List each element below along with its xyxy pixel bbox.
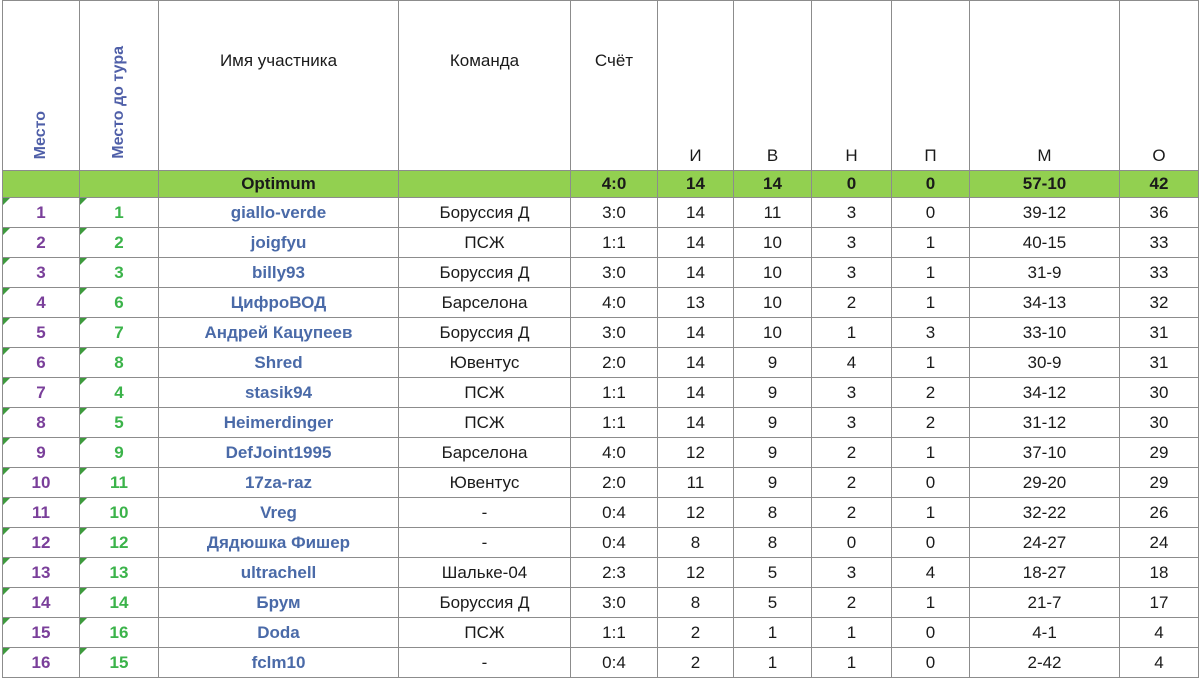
row-draws: 3 [812, 198, 892, 228]
row-team: Барселона [399, 438, 571, 468]
row-draws: 1 [812, 648, 892, 678]
row-team: Боруссия Д [399, 258, 571, 288]
row-draws: 2 [812, 498, 892, 528]
table-row [3, 288, 1199, 318]
row-prev-place: 9 [80, 438, 159, 468]
row-goals: 29-20 [970, 468, 1120, 498]
row-wins: 1 [734, 648, 812, 678]
row-place: 15 [3, 618, 80, 648]
row-score: 2:0 [571, 348, 658, 378]
row-prev-place: 5 [80, 408, 159, 438]
standings-table [2, 0, 1199, 678]
row-goals: 39-12 [970, 198, 1120, 228]
row-losses: 3 [892, 318, 970, 348]
row-points: 30 [1120, 378, 1199, 408]
row-wins: 5 [734, 558, 812, 588]
row-points: 4 [1120, 618, 1199, 648]
row-prev-place: 7 [80, 318, 159, 348]
row-place: 14 [3, 588, 80, 618]
optimum-place [3, 171, 80, 198]
row-prev-place: 8 [80, 348, 159, 378]
row-team: ПСЖ [399, 618, 571, 648]
row-goals: 30-9 [970, 348, 1120, 378]
row-name: Андрей Кацупеев [159, 318, 399, 348]
row-wins: 1 [734, 618, 812, 648]
table-row [3, 228, 1199, 258]
optimum-row [3, 171, 1199, 198]
row-wins: 9 [734, 438, 812, 468]
row-losses: 1 [892, 258, 970, 288]
row-score: 1:1 [571, 408, 658, 438]
row-prev-place: 3 [80, 258, 159, 288]
row-name: fclm10 [159, 648, 399, 678]
row-score: 1:1 [571, 378, 658, 408]
row-points: 30 [1120, 408, 1199, 438]
row-prev-place: 13 [80, 558, 159, 588]
row-name: Vreg [159, 498, 399, 528]
table-row [3, 258, 1199, 288]
row-prev-place: 16 [80, 618, 159, 648]
row-place: 13 [3, 558, 80, 588]
row-prev-place: 12 [80, 528, 159, 558]
row-goals: 34-12 [970, 378, 1120, 408]
row-prev-place: 10 [80, 498, 159, 528]
row-wins: 10 [734, 228, 812, 258]
row-place: 9 [3, 438, 80, 468]
row-name: Shred [159, 348, 399, 378]
header-draws: Н [812, 1, 892, 171]
row-games: 2 [658, 648, 734, 678]
optimum-score: 4:0 [571, 171, 658, 198]
row-goals: 40-15 [970, 228, 1120, 258]
row-losses: 2 [892, 408, 970, 438]
row-games: 12 [658, 438, 734, 468]
row-name: 17za-raz [159, 468, 399, 498]
row-points: 33 [1120, 258, 1199, 288]
row-losses: 1 [892, 288, 970, 318]
table-row [3, 318, 1199, 348]
row-losses: 0 [892, 618, 970, 648]
row-name: Doda [159, 618, 399, 648]
row-draws: 3 [812, 378, 892, 408]
row-place: 2 [3, 228, 80, 258]
optimum-name: Optimum [159, 171, 399, 198]
row-prev-place: 15 [80, 648, 159, 678]
row-goals: 31-9 [970, 258, 1120, 288]
table-row [3, 198, 1199, 228]
row-score: 1:1 [571, 228, 658, 258]
table-row [3, 558, 1199, 588]
row-goals: 32-22 [970, 498, 1120, 528]
row-losses: 0 [892, 528, 970, 558]
row-wins: 9 [734, 408, 812, 438]
row-place: 4 [3, 288, 80, 318]
row-losses: 1 [892, 498, 970, 528]
table-row [3, 588, 1199, 618]
row-name: DefJoint1995 [159, 438, 399, 468]
table-row [3, 498, 1199, 528]
table-row [3, 408, 1199, 438]
row-score: 4:0 [571, 288, 658, 318]
header-score: Счёт [571, 1, 658, 171]
row-goals: 37-10 [970, 438, 1120, 468]
row-draws: 1 [812, 618, 892, 648]
header-name: Имя участника [159, 1, 399, 171]
row-losses: 0 [892, 468, 970, 498]
optimum-prev-place [80, 171, 159, 198]
row-team: Ювентус [399, 468, 571, 498]
row-losses: 0 [892, 198, 970, 228]
row-team: - [399, 648, 571, 678]
header-losses: П [892, 1, 970, 171]
row-name: Дядюшка Фишер [159, 528, 399, 558]
row-wins: 10 [734, 318, 812, 348]
row-score: 2:3 [571, 558, 658, 588]
row-points: 31 [1120, 348, 1199, 378]
row-draws: 3 [812, 558, 892, 588]
row-points: 26 [1120, 498, 1199, 528]
row-place: 3 [3, 258, 80, 288]
row-name: giallo-verde [159, 198, 399, 228]
row-team: - [399, 528, 571, 558]
row-wins: 10 [734, 258, 812, 288]
row-losses: 1 [892, 348, 970, 378]
row-games: 13 [658, 288, 734, 318]
row-team: Боруссия Д [399, 318, 571, 348]
row-place: 6 [3, 348, 80, 378]
row-games: 14 [658, 318, 734, 348]
row-score: 4:0 [571, 438, 658, 468]
table-row [3, 618, 1199, 648]
row-draws: 3 [812, 258, 892, 288]
row-score: 3:0 [571, 318, 658, 348]
optimum-draws: 0 [812, 171, 892, 198]
row-name: joigfyu [159, 228, 399, 258]
row-prev-place: 14 [80, 588, 159, 618]
row-wins: 10 [734, 288, 812, 318]
optimum-losses: 0 [892, 171, 970, 198]
row-prev-place: 2 [80, 228, 159, 258]
row-prev-place: 11 [80, 468, 159, 498]
row-draws: 0 [812, 528, 892, 558]
row-wins: 8 [734, 498, 812, 528]
row-draws: 3 [812, 408, 892, 438]
row-prev-place: 4 [80, 378, 159, 408]
row-name: Брум [159, 588, 399, 618]
row-name: billy93 [159, 258, 399, 288]
row-name: ultrachell [159, 558, 399, 588]
row-wins: 11 [734, 198, 812, 228]
row-place: 16 [3, 648, 80, 678]
row-games: 14 [658, 258, 734, 288]
row-prev-place: 6 [80, 288, 159, 318]
row-team: Шальке-04 [399, 558, 571, 588]
row-wins: 5 [734, 588, 812, 618]
row-games: 11 [658, 468, 734, 498]
header-goals: М [970, 1, 1120, 171]
header-wins: В [734, 1, 812, 171]
row-place: 10 [3, 468, 80, 498]
row-games: 14 [658, 408, 734, 438]
header-games: И [658, 1, 734, 171]
row-draws: 2 [812, 288, 892, 318]
row-goals: 33-10 [970, 318, 1120, 348]
row-games: 8 [658, 588, 734, 618]
row-games: 14 [658, 198, 734, 228]
row-points: 33 [1120, 228, 1199, 258]
optimum-wins: 14 [734, 171, 812, 198]
row-name: ЦифроВОД [159, 288, 399, 318]
header-place: Место [3, 1, 80, 171]
row-games: 14 [658, 348, 734, 378]
row-place: 5 [3, 318, 80, 348]
row-prev-place: 1 [80, 198, 159, 228]
row-games: 8 [658, 528, 734, 558]
row-goals: 2-42 [970, 648, 1120, 678]
row-goals: 21-7 [970, 588, 1120, 618]
row-losses: 4 [892, 558, 970, 588]
row-score: 0:4 [571, 498, 658, 528]
optimum-goals: 57-10 [970, 171, 1120, 198]
row-score: 1:1 [571, 618, 658, 648]
row-games: 12 [658, 558, 734, 588]
row-goals: 34-13 [970, 288, 1120, 318]
optimum-team [399, 171, 571, 198]
row-draws: 4 [812, 348, 892, 378]
row-losses: 0 [892, 648, 970, 678]
row-name: Heimerdinger [159, 408, 399, 438]
row-games: 12 [658, 498, 734, 528]
row-team: ПСЖ [399, 228, 571, 258]
row-score: 3:0 [571, 198, 658, 228]
row-place: 12 [3, 528, 80, 558]
row-team: Боруссия Д [399, 588, 571, 618]
row-games: 14 [658, 228, 734, 258]
row-score: 0:4 [571, 528, 658, 558]
header-team: Команда [399, 1, 571, 171]
row-draws: 2 [812, 438, 892, 468]
row-score: 2:0 [571, 468, 658, 498]
header-points: О [1120, 1, 1199, 171]
row-draws: 1 [812, 318, 892, 348]
row-losses: 1 [892, 228, 970, 258]
row-wins: 8 [734, 528, 812, 558]
row-points: 31 [1120, 318, 1199, 348]
row-place: 11 [3, 498, 80, 528]
row-team: Боруссия Д [399, 198, 571, 228]
row-team: Барселона [399, 288, 571, 318]
row-games: 2 [658, 618, 734, 648]
row-score: 3:0 [571, 588, 658, 618]
row-draws: 2 [812, 468, 892, 498]
row-points: 18 [1120, 558, 1199, 588]
table-row [3, 468, 1199, 498]
row-goals: 31-12 [970, 408, 1120, 438]
row-wins: 9 [734, 468, 812, 498]
row-points: 4 [1120, 648, 1199, 678]
table-row [3, 348, 1199, 378]
row-score: 0:4 [571, 648, 658, 678]
row-points: 32 [1120, 288, 1199, 318]
row-goals: 4-1 [970, 618, 1120, 648]
row-goals: 18-27 [970, 558, 1120, 588]
row-place: 7 [3, 378, 80, 408]
row-points: 29 [1120, 468, 1199, 498]
table-row [3, 378, 1199, 408]
row-points: 36 [1120, 198, 1199, 228]
row-team: - [399, 498, 571, 528]
row-wins: 9 [734, 348, 812, 378]
row-team: ПСЖ [399, 408, 571, 438]
optimum-games: 14 [658, 171, 734, 198]
row-team: Ювентус [399, 348, 571, 378]
row-losses: 2 [892, 378, 970, 408]
row-draws: 2 [812, 588, 892, 618]
row-goals: 24-27 [970, 528, 1120, 558]
table-row [3, 528, 1199, 558]
row-losses: 1 [892, 438, 970, 468]
header-row [3, 1, 1199, 171]
row-score: 3:0 [571, 258, 658, 288]
header-prev-place: Место до тура [80, 1, 159, 171]
row-draws: 3 [812, 228, 892, 258]
row-team: ПСЖ [399, 378, 571, 408]
optimum-points: 42 [1120, 171, 1199, 198]
row-points: 29 [1120, 438, 1199, 468]
row-points: 24 [1120, 528, 1199, 558]
row-games: 14 [658, 378, 734, 408]
table-row [3, 438, 1199, 468]
table-row [3, 648, 1199, 678]
row-name: stasik94 [159, 378, 399, 408]
row-losses: 1 [892, 588, 970, 618]
row-wins: 9 [734, 378, 812, 408]
row-place: 8 [3, 408, 80, 438]
row-points: 17 [1120, 588, 1199, 618]
row-place: 1 [3, 198, 80, 228]
